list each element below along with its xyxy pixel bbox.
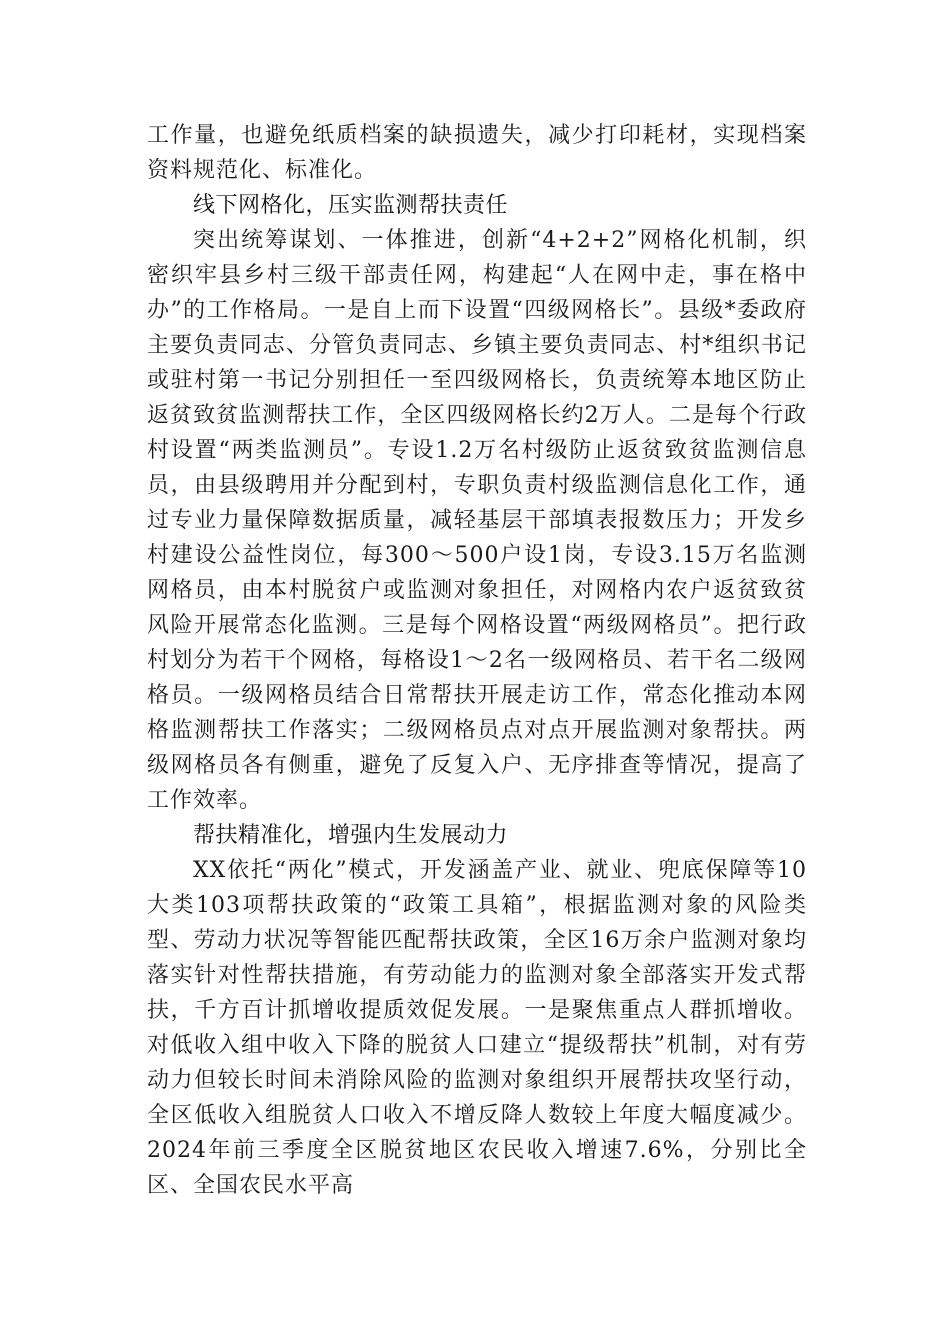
document-body: [147, 118, 807, 1203]
continuation-paragraph: 工作量，也避免纸质档案的缺损遗失，减少打印耗材，实现档案资料规范化、标准化。: [147, 123, 807, 183]
section-paragraph-offline-grid: 突出统筹谋划、一体推进，创新“4+2+2”网格化机制，织密织牢县乡村三级干部责任网，构建起“人在网中走，事在格中办”的工作格局。一是自上而下设置“四级网格长”。县级*委政府主要负责同志、分管负责同志、乡镇主要负责同志、村*组织书记或驻村第一书记分别担任一至四级网格长，负责统筹本地区防止返贫致贫监测帮扶工作，全区四级网格长约2万人。二是每个行政村设置“两类监测员”。专设1.2万名村级防止返贫致贫监测信息员，由县级聘用并分配到村，专职负责村级监测信息化工作，通过专业力量保障数据质量，减轻基层干部填表报数压力；开发乡村建设公益性岗位，每300～500户设1岗，专设3.15万名监测网格员，由本村脱贫户或监测对象担任，对网格内农户返贫致贫风险开展常态化监测。三是每个网格设置“两级网格员”。把行政村划分为若干个网格，每格设1～2名一级网格员、若干名二级网格员。一级网格员结合日常帮扶开展走访工作，常态化推动本网格监测帮扶工作落实；二级网格员点对点开展监测对象帮扶。两级网格员各有侧重，避免了反复入户、无序排查等情况，提高了工作效率。: [147, 228, 807, 813]
section-heading-precise-assistance: 帮扶精准化，增强内生发展动力: [193, 823, 509, 848]
section-heading-offline-grid: 线下网格化，压实监测帮扶责任: [193, 193, 509, 218]
section-paragraph-precise-assistance: XX依托“两化”模式，开发涵盖产业、就业、兜底保障等10大类103项帮扶政策的“政策工具箱”，根据监测对象的风险类型、劳动力状况等智能匹配帮扶政策，全区16万余户监测对象均落实针对性帮扶措施，有劳动能力的监测对象全部落实开发式帮扶，千方百计抓增收提质效促发展。一是聚焦重点人群抓增收。对低收入组中收入下降的脱贫人口建立“提级帮扶”机制，对有劳动力但较长时间未消除风险的监测对象组织开展帮扶攻坚行动，全区低收入组脱贫人口收入不增反降人数较上年度大幅度减少。2024年前三季度全区脱贫地区农民收入增速7.6%，分别比全区、全国农民水平高: [147, 858, 807, 1198]
